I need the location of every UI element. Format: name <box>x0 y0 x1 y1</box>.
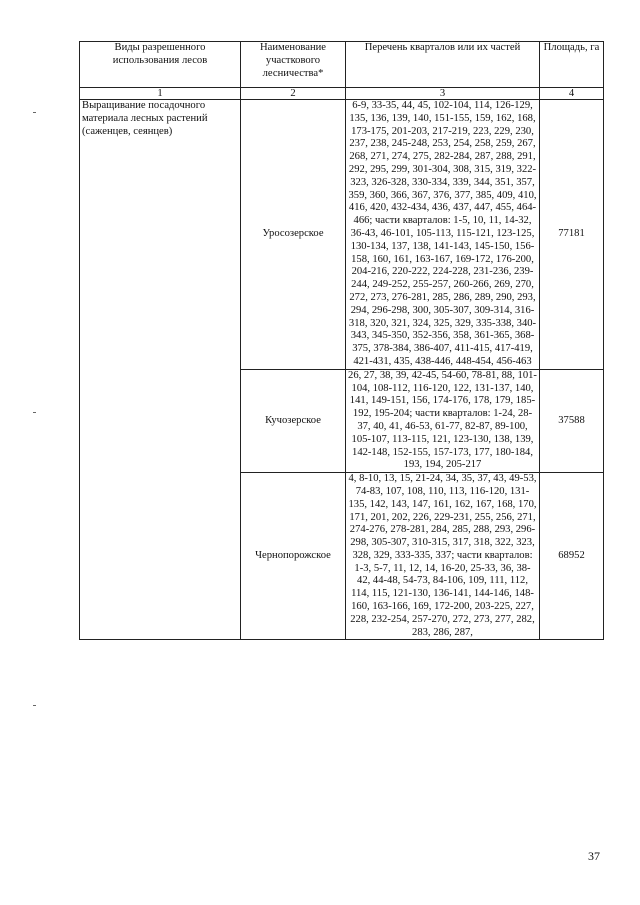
quarters-cell: 4, 8-10, 13, 15, 21-24, 34, 35, 37, 43, 49-53, 74-83, 107, 108, 110, 113, 116-120, 131-135, 142, 143, 147, 161, 162, 167, 168, 170, 171, 201, 202, 226, 229-231, 255, 256, 271, 274-276, 278-281, 284, 285, 288, 293, 296-298, 305-307, 310-315, 317, 318, 322, 323, 328, 329, 333-335, 337; части кварталов: 1-3, 5-7, 11, 12, 14, 16-20, 25-33, 36, 38-42, 44-48, 54-73, 84-106, 109, 111, 112, 114, 115, 121-130, 136-141, 144-146, 148-160, 163-166, 169, 172-200, 203-225, 227, 228, 232-254, 257-270, 272, 273, 277, 282, 283, 286, 287, <box>346 473 540 640</box>
scan-margin-mark <box>33 112 36 113</box>
header-area: Площадь, га <box>540 42 604 88</box>
area-cell: 77181 <box>540 100 604 370</box>
column-number: 3 <box>346 88 540 100</box>
header-usage-type: Виды разрешенного использования лесов <box>80 42 241 88</box>
page-number: 37 <box>588 849 600 863</box>
forestry-name-cell: Уросозерское <box>241 100 346 370</box>
forestry-name-cell: Чернопорожское <box>241 473 346 640</box>
quarters-cell: 26, 27, 38, 39, 42-45, 54-60, 78-81, 88, 101-104, 108-112, 116-120, 122, 131-137, 140, 141, 149-151, 156, 174-176, 178, 179, 185-192, 195-204; части кварталов: 1-24, 28-37, 40, 41, 46-53, 61-77, 82-87, 89-100, 105-107, 113-115, 121, 123-130, 138, 139, 142-148, 152-155, 157-173, 177, 180-184, 193, 194, 205-217 <box>346 369 540 472</box>
column-number-row <box>80 88 604 100</box>
column-number: 4 <box>540 88 604 100</box>
table-row <box>80 100 604 370</box>
usage-type-cell: Выращивание посадочного материала лесных растений (саженцев, сеянцев) <box>80 100 241 640</box>
forestry-name-cell: Кучозерское <box>241 369 346 472</box>
forest-use-table <box>79 41 604 640</box>
header-forestry-name: Наименование участкового лесничества* <box>241 42 346 88</box>
scan-margin-mark <box>33 705 36 706</box>
area-cell: 37588 <box>540 369 604 472</box>
area-cell: 68952 <box>540 473 604 640</box>
header-quarters-list: Перечень кварталов или их частей <box>346 42 540 88</box>
column-number: 2 <box>241 88 346 100</box>
column-number: 1 <box>80 88 241 100</box>
header-row <box>80 42 604 88</box>
scan-margin-mark <box>33 412 36 413</box>
quarters-cell: 6-9, 33-35, 44, 45, 102-104, 114, 126-129, 135, 136, 139, 140, 151-155, 159, 162, 168, 173-175, 201-203, 217-219, 223, 229, 230, 237, 238, 245-248, 253, 254, 258, 259, 267, 268, 271, 274, 275, 282-284, 287, 288, 291, 292, 295, 299, 301-304, 308, 315, 319, 322-323, 326-328, 330-334, 339, 344, 351, 357, 359, 360, 366, 367, 376, 377, 385, 409, 410, 416, 420, 432-434, 436, 437, 447, 455, 464-466; части кварталов: 1-5, 10, 11, 14-32, 36-43, 46-101, 105-113, 115-121, 123-125, 130-134, 137, 138, 141-143, 145-150, 156-158, 160, 161, 163-167, 169-172, 176-200, 204-216, 220-222, 224-228, 231-236, 239-244, 249-252, 255-257, 260-266, 269, 270, 272, 273, 276-281, 285, 286, 289, 290, 293, 294, 296-298, 300, 305-307, 309-314, 316-318, 320, 321, 324, 325, 329, 335-338, 340-343, 345-350, 352-356, 358, 361-365, 368-375, 378-384, 386-407, 411-415, 417-419, 421-431, 435, 438-446, 448-454, 456-463 <box>346 100 540 370</box>
